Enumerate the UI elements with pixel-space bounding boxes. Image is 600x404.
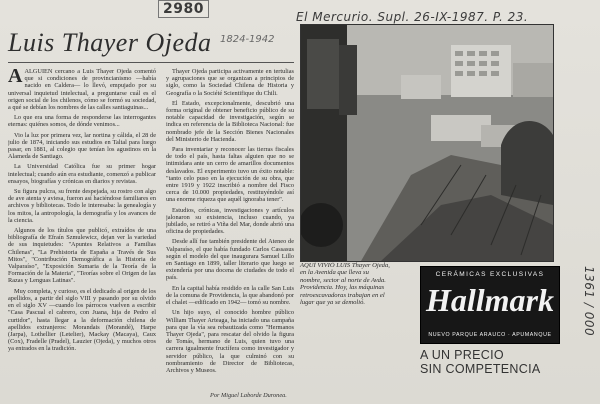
paragraph: Un hijo suyo, el conocido hombre público William Thayer Arteaga, ha iniciado una campaña para que la vía sea rebautizada como "Hermanos Thayer Ojeda", para rescatar del olvido la figura de Tomás, hermano de Luis, quien tuvo una carrera igualmente fructífera como investigador y servidor público, la que culminó con su nombramiento de Director de Bibliotecas, Archivos y Museos. bbox=[166, 309, 294, 374]
paragraph: Desde allí fue también presidente del Ateneo de Valparaíso, el que había fundado Carlos Cassasus según el modelo del que inaugurara Samuel Lillo en Santiago en 1899, taller literario que luego se extendería por una docena de ciudades de todo el país. bbox=[166, 238, 294, 282]
paragraph: ALGUIEN cercano a Luis Thayer Ojeda comentó que si condiciones de provincianismo —había nacido en Caldera— lo llevó, empujado por su universal inquietud intelectual, a preguntarse cuál es el origen social de los chilenos, cómo se formó su sociedad, a qué se debían los nombres de las calles santiaguinas... bbox=[8, 68, 156, 112]
headline-rule bbox=[8, 62, 294, 63]
photo-caption: AQUÍ VIVIÓ LUIS Thayer Ojeda, en la Avenida que lleva su nombre, sector al norte de Avda. Providencia. Hoy, las máquinas retroexcavadoras trabajan en el lugar que ya se demolió. bbox=[300, 262, 390, 307]
article-photo bbox=[300, 24, 554, 262]
paragraph: Algunos de los títulos que publicó, extraídos de una bibliografía de Efraín Szmulewicz, dejan ver la variedad de sus inquietudes: "Apuntes Relativos a Familias Chilenas", "La Prehistoria de España a Través de Sus Mitos", "Contribución Demográfica a la Historia de Valparaíso", "Exposición Sumaria de la Teoría de la Formación de la Materia", "Teorías sobre el Origen de las Razas y Lenguas Latinas". bbox=[8, 227, 156, 285]
article-column-2 bbox=[166, 68, 294, 392]
source-annotation: El Mercurio. Supl. 26-IX-1987. P. 23. bbox=[296, 10, 529, 24]
archive-number: 2980 bbox=[158, 0, 209, 18]
promo-line-2: SIN COMPETENCIA bbox=[420, 362, 541, 376]
paragraph: La Universidad Católica fue su primer hogar intelectual; cuando aún era estudiante, comenzó a publicar ensayos, biografías y crónicas en diarios y revistas. bbox=[8, 163, 156, 185]
ad-address: NUEVO PARQUE ARAUCO · APUMANQUE bbox=[428, 332, 552, 338]
paragraph: Estudios, crónicas, investigaciones y artículos jalonaron su existencia, incluso cuando, ya jubilado, se retiró a Viña del Mar, donde abrió una oficina de propiedades. bbox=[166, 206, 294, 236]
promo-line-1: A UN PRECIO bbox=[420, 348, 504, 362]
paragraph: Su figura pulcra, su frente despejada, su rostro con algo de ave atenta y aviesa, fueron así haciéndose familiares en archivos y bibliotecas. Todo le interesaba: la genealogía y los mitos, la antropología, la demografía y los avances de la ciencia. bbox=[8, 188, 156, 224]
hallmark-ad bbox=[420, 266, 560, 344]
hallmark-logo: Hallmark bbox=[425, 282, 554, 318]
byline: Por Miguel Laborde Duronea. bbox=[210, 392, 287, 399]
paragraph: En la capital había residido en la calle San Luis de la comuna de Providencia, la que abandonó por el chalet —edificado en 1942— tomó su nombre. bbox=[166, 284, 294, 307]
paragraph: Muy completa, y curioso, es el dedicado al origen de los apellidos, a partir del siglo VIII y pasando por su olvido en el siglo XV —cuando los párrocos vuelven a escribir "Casa Pascual el cabrero, con Juana, hija de Pedro el curtidor", hasta llegar a la deformación chilena de apellidos extranjeros: Morandais (Morandé), Harpe (Jarpa), Lothellier (Letelier), Mackay (Macaya), Caux (Cox), Fradelle (Pradel), Lauzier (Ojeda), y muchos otros ya entrados en la tradición. bbox=[8, 287, 156, 353]
headline-dates: 1824-1942 bbox=[220, 34, 275, 45]
article-headline: Luis Thayer Ojeda bbox=[8, 28, 212, 57]
article-column-1 bbox=[8, 68, 156, 398]
drop-cap: A bbox=[8, 68, 23, 87]
paragraph: Para inventariar y reconocer las tierras fiscales de todo el país, hasta faltas alguien que no se intimidara ante un cerro de amarillos documentos deslavados. El experimento tuvo un éxito notable: "tanto celo puso en la ejecución de su obra, que entre 1919 y 1922 inscribió a nombre del Fisco cerca de 10.000 propiedades, restituyéndole así una enorme riqueza que aquél ignoraba tener". bbox=[166, 146, 294, 204]
paragraph: Thayer Ojeda participa activamente en tertulias y agrupaciones que se organizan a principios de siglo, como la Sociedad Chilena de Historia y Geografía o la Société Scientifique du Chili. bbox=[166, 68, 294, 97]
ad-promo bbox=[420, 348, 570, 376]
side-archive-number: 1361 / 000 bbox=[582, 266, 596, 337]
paragraph: El Estado, excepcionalmente, descubrió una forma original de obtener beneficio público de su notable capacidad de investigación, según se indica en referencia de la Biblioteca Nacional: fue nombrado jefe de la Sección Bienes Nacionales del Ministerio de Hacienda. bbox=[166, 99, 294, 143]
paragraph: Vio la luz por primera vez, lar nortina y cálida, el 28 de julio de 1874, iniciando sus estudios en Taltal para luego pasar, en 1881, al colegio que tenían los agustinos en la Alameda de Santiago. bbox=[8, 131, 156, 161]
ad-tagline: CERÁMICAS EXCLUSIVAS bbox=[435, 271, 545, 278]
construction-site-photo bbox=[301, 25, 553, 261]
paragraph: Lo que era una forma de responderse las interrogantes eternas: quiénes somos, de dónde venimos... bbox=[8, 114, 156, 129]
